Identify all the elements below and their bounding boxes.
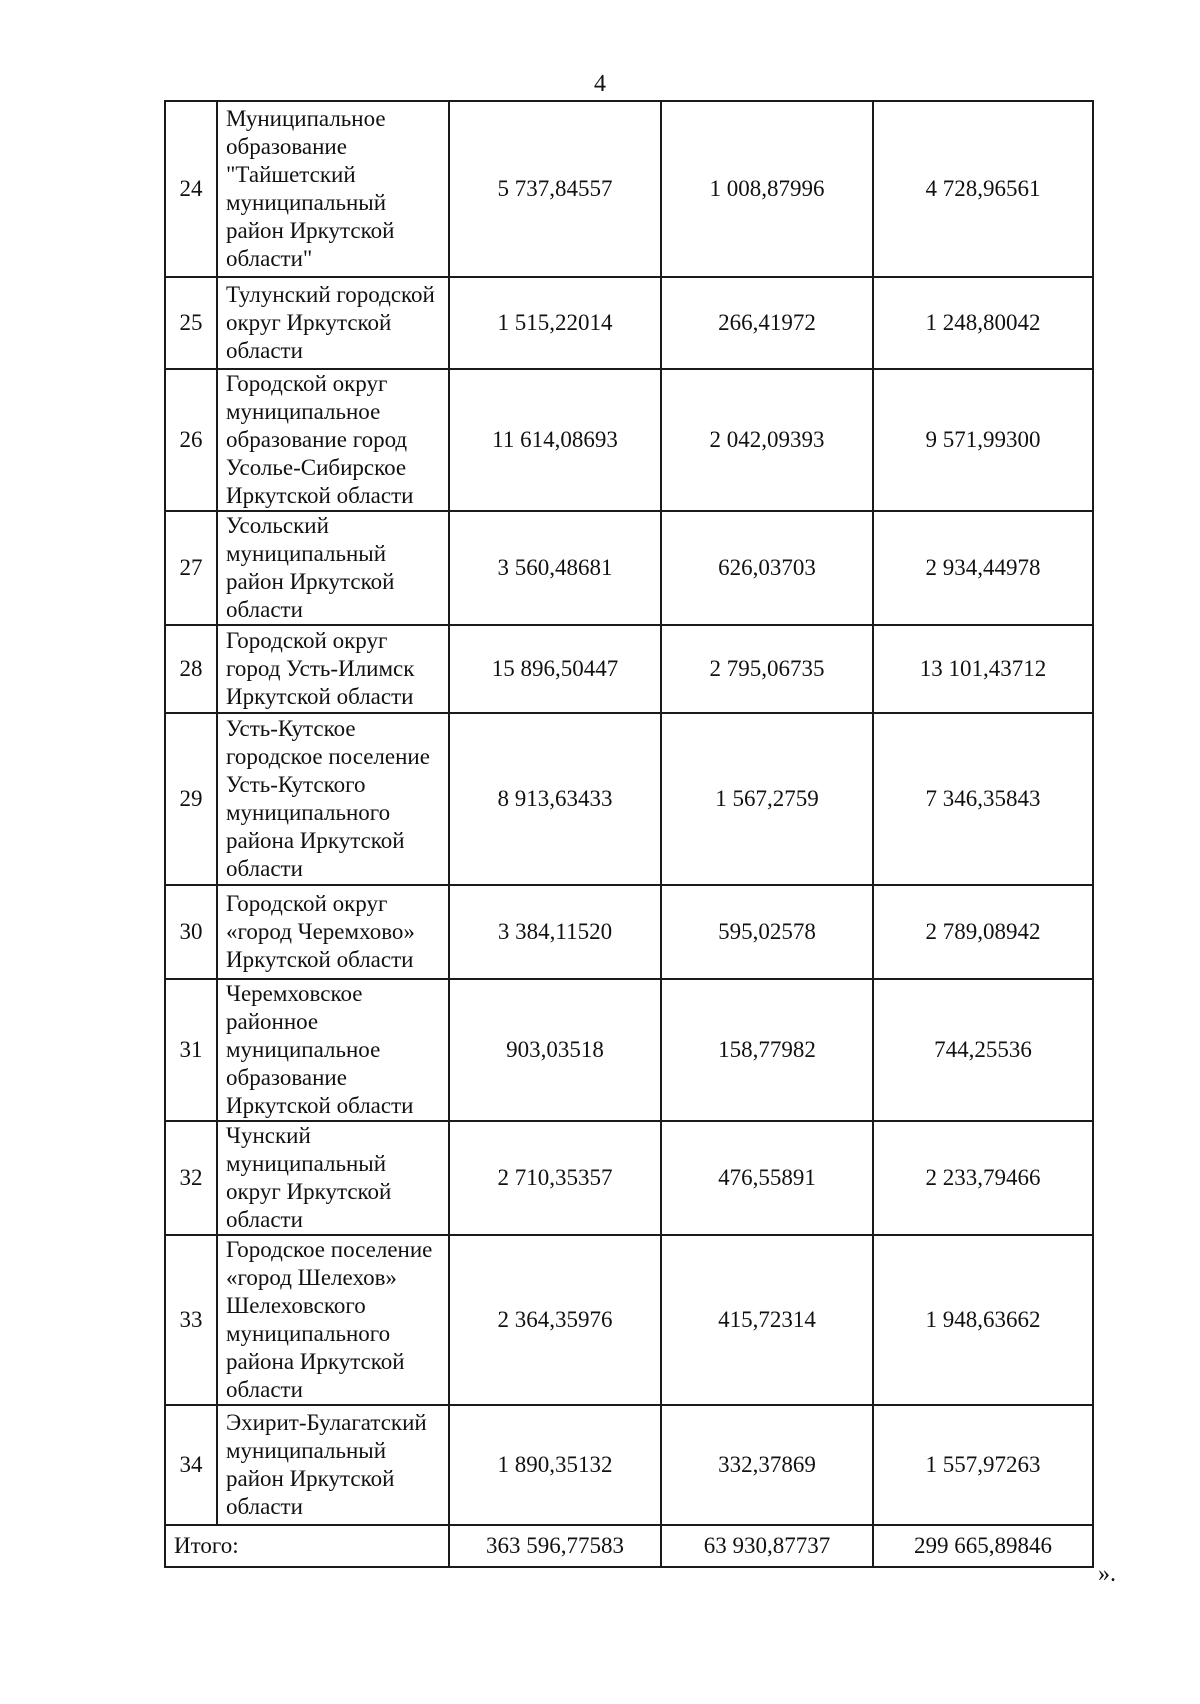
municipality-name: Городской округ «город Черемхово» Иркутской области (217, 885, 449, 979)
value-col-2: 415,72314 (661, 1235, 873, 1405)
total-value-col-2: 63 930,87737 (661, 1525, 873, 1567)
value-col-2: 1 008,87996 (661, 101, 873, 277)
row-number: 32 (165, 1121, 217, 1235)
table-row (165, 369, 1093, 511)
total-value-col-3: 299 665,89846 (873, 1525, 1093, 1567)
row-number: 28 (165, 625, 217, 713)
municipality-name: Тулунский городской округ Иркутской области (217, 277, 449, 369)
value-col-2: 1 567,2759 (661, 713, 873, 885)
value-col-1: 3 560,48681 (449, 511, 661, 625)
value-col-3: 1 948,63662 (873, 1235, 1093, 1405)
table-row (165, 713, 1093, 885)
table-row (165, 625, 1093, 713)
table-row (165, 979, 1093, 1121)
value-col-3: 2 934,44978 (873, 511, 1093, 625)
municipality-name: Чунский муниципальный округ Иркутской области (217, 1121, 449, 1235)
municipality-name: Городское поселение «город Шелехов» Шелеховского муниципального района Иркутской области (217, 1235, 449, 1405)
value-col-1: 11 614,08693 (449, 369, 661, 511)
table-row (165, 101, 1093, 277)
municipality-name: Городской округ город Усть-Илимск Иркутской области (217, 625, 449, 713)
value-col-1: 903,03518 (449, 979, 661, 1121)
value-col-1: 2 364,35976 (449, 1235, 661, 1405)
row-number: 30 (165, 885, 217, 979)
value-col-3: 7 346,35843 (873, 713, 1093, 885)
municipality-name: Усольский муниципальный район Иркутской области (217, 511, 449, 625)
row-number: 33 (165, 1235, 217, 1405)
closing-quote: ». (1098, 1561, 1116, 1587)
municipality-name: Городской округ муниципальное образование город Усолье-Сибирское Иркутской области (217, 369, 449, 511)
table-row (165, 1121, 1093, 1235)
municipality-name: Муниципальное образование "Тайшетский муниципальный район Иркутской области" (217, 101, 449, 277)
row-number: 25 (165, 277, 217, 369)
value-col-1: 1 890,35132 (449, 1405, 661, 1525)
value-col-2: 158,77982 (661, 979, 873, 1121)
row-number: 24 (165, 101, 217, 277)
value-col-2: 2 042,09393 (661, 369, 873, 511)
total-label: Итого: (165, 1525, 449, 1567)
value-col-1: 8 913,63433 (449, 713, 661, 885)
value-col-1: 2 710,35357 (449, 1121, 661, 1235)
row-number: 27 (165, 511, 217, 625)
value-col-3: 1 248,80042 (873, 277, 1093, 369)
row-number: 29 (165, 713, 217, 885)
value-col-1: 15 896,50447 (449, 625, 661, 713)
total-value-col-1: 363 596,77583 (449, 1525, 661, 1567)
value-col-2: 332,37869 (661, 1405, 873, 1525)
row-number: 26 (165, 369, 217, 511)
value-col-3: 13 101,43712 (873, 625, 1093, 713)
value-col-1: 3 384,11520 (449, 885, 661, 979)
total-row (165, 1525, 1093, 1567)
value-col-3: 1 557,97263 (873, 1405, 1093, 1525)
value-col-2: 476,55891 (661, 1121, 873, 1235)
value-col-1: 5 737,84557 (449, 101, 661, 277)
municipality-name: Черемховское районное муниципальное образование Иркутской области (217, 979, 449, 1121)
data-table (164, 100, 1094, 1568)
page-number: 4 (594, 71, 606, 97)
table-row (165, 1405, 1093, 1525)
table-row (165, 1235, 1093, 1405)
municipality-name: Усть-Кутское городское поселение Усть-Кутского муниципального района Иркутской области (217, 713, 449, 885)
row-number: 31 (165, 979, 217, 1121)
table-row (165, 511, 1093, 625)
row-number: 34 (165, 1405, 217, 1525)
value-col-2: 626,03703 (661, 511, 873, 625)
table-row (165, 885, 1093, 979)
value-col-3: 744,25536 (873, 979, 1093, 1121)
value-col-2: 595,02578 (661, 885, 873, 979)
value-col-1: 1 515,22014 (449, 277, 661, 369)
table-row (165, 277, 1093, 369)
value-col-3: 9 571,99300 (873, 369, 1093, 511)
value-col-2: 2 795,06735 (661, 625, 873, 713)
value-col-3: 2 233,79466 (873, 1121, 1093, 1235)
value-col-2: 266,41972 (661, 277, 873, 369)
value-col-3: 4 728,96561 (873, 101, 1093, 277)
value-col-3: 2 789,08942 (873, 885, 1093, 979)
municipality-name: Эхирит-Булагатский муниципальный район Иркутской области (217, 1405, 449, 1525)
